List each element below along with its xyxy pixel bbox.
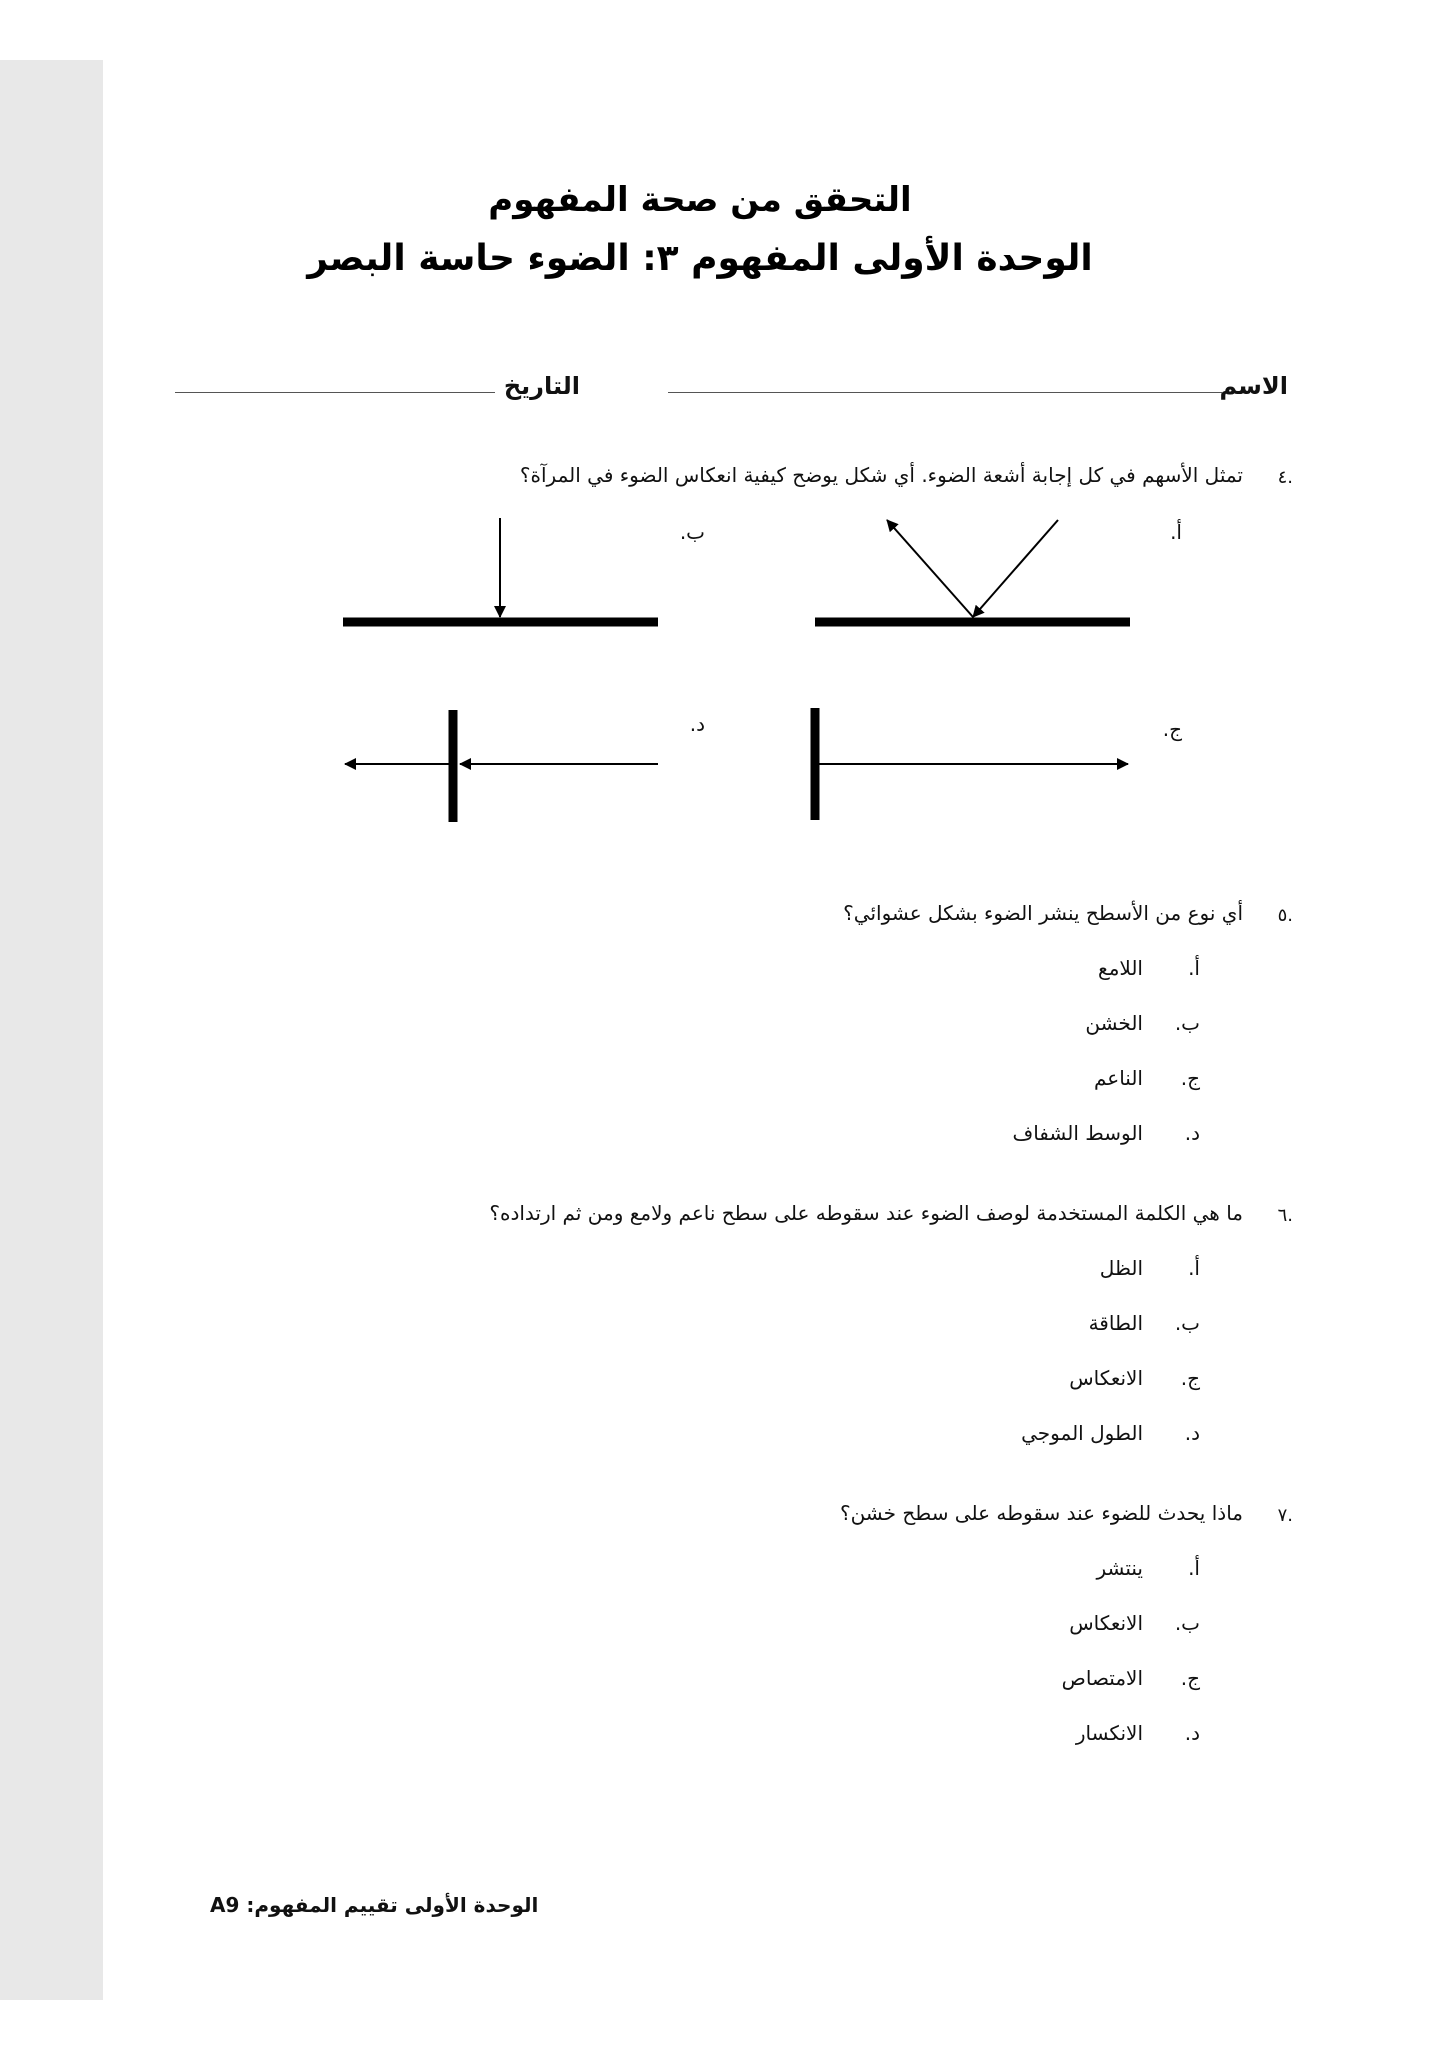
- question-4-text: تمثل الأسهم في كل إجابة أشعة الضوء. أي شكل يوضح كيفية انعكاس الضوء في المرآة؟: [519, 463, 1243, 487]
- diagram-b-absorption: [343, 518, 658, 622]
- q5-option-b-letter: ب.: [1174, 1011, 1200, 1035]
- diagram-label-d: د.: [689, 712, 705, 736]
- q6-option-b[interactable]: الطاقة: [1088, 1311, 1143, 1335]
- q6-option-a[interactable]: الظل: [1099, 1256, 1143, 1280]
- question-5-text: أي نوع من الأسطح ينشر الضوء بشكل عشوائي؟: [843, 901, 1243, 925]
- q7-option-d-letter: د.: [1184, 1721, 1200, 1745]
- q6-option-c-letter: ج.: [1180, 1366, 1200, 1390]
- q7-option-a-letter: أ.: [1188, 1556, 1200, 1580]
- diagram-a-reflected-ray: [887, 520, 973, 617]
- q6-option-a-letter: أ.: [1188, 1256, 1200, 1280]
- q6-option-d[interactable]: الطول الموجي: [1021, 1421, 1143, 1445]
- q7-option-b-letter: ب.: [1174, 1611, 1200, 1635]
- q5-option-c-letter: ج.: [1180, 1066, 1200, 1090]
- diagram-a-reflection: [815, 520, 1130, 622]
- q7-option-a[interactable]: ينتشر: [1096, 1556, 1143, 1580]
- diagram-c-transmission: [815, 708, 1128, 820]
- question-5-number: .٥: [1277, 905, 1293, 926]
- diagram-a-incident-ray: [973, 520, 1058, 617]
- diagram-label-c: ج.: [1162, 717, 1182, 741]
- q6-option-b-letter: ب.: [1174, 1311, 1200, 1335]
- q5-option-d[interactable]: الوسط الشفاف: [1012, 1121, 1143, 1145]
- name-label: الاسم: [1219, 372, 1288, 400]
- page-subtitle: الوحدة الأولى المفهوم ٣: الضوء حاسة البصر: [307, 238, 1093, 279]
- diagram-label-b: ب.: [679, 520, 705, 544]
- diagram-d-refraction: [345, 710, 658, 822]
- question-4-number: .٤: [1277, 467, 1293, 488]
- q6-option-d-letter: د.: [1184, 1421, 1200, 1445]
- question-7-text: ماذا يحدث للضوء عند سقوطه على سطح خشن؟: [839, 1501, 1243, 1525]
- q5-option-d-letter: د.: [1184, 1121, 1200, 1145]
- page-footer: الوحدة الأولى تقييم المفهوم: A9: [210, 1893, 539, 1917]
- question-7-number: .٧: [1277, 1505, 1293, 1526]
- question-6-text: ما هي الكلمة المستخدمة لوصف الضوء عند سقوطه على سطح ناعم ولامع ومن ثم ارتداده؟: [489, 1201, 1243, 1225]
- q5-option-b[interactable]: الخشن: [1085, 1011, 1143, 1035]
- q5-option-a-letter: أ.: [1188, 956, 1200, 980]
- q5-option-a[interactable]: اللامع: [1098, 956, 1143, 980]
- page-title: التحقق من صحة المفهوم: [488, 180, 912, 220]
- q5-option-c[interactable]: الناعم: [1093, 1066, 1143, 1090]
- q7-option-c-letter: ج.: [1180, 1666, 1200, 1690]
- q7-option-b[interactable]: الانعكاس: [1069, 1611, 1143, 1635]
- question-6-number: .٦: [1277, 1205, 1293, 1226]
- date-label: التاريخ: [503, 372, 580, 400]
- q6-option-c[interactable]: الانعكاس: [1069, 1366, 1143, 1390]
- diagram-label-a: أ.: [1170, 520, 1182, 544]
- q7-option-c[interactable]: الامتصاص: [1061, 1666, 1143, 1690]
- q7-option-d[interactable]: الانكسار: [1075, 1721, 1143, 1745]
